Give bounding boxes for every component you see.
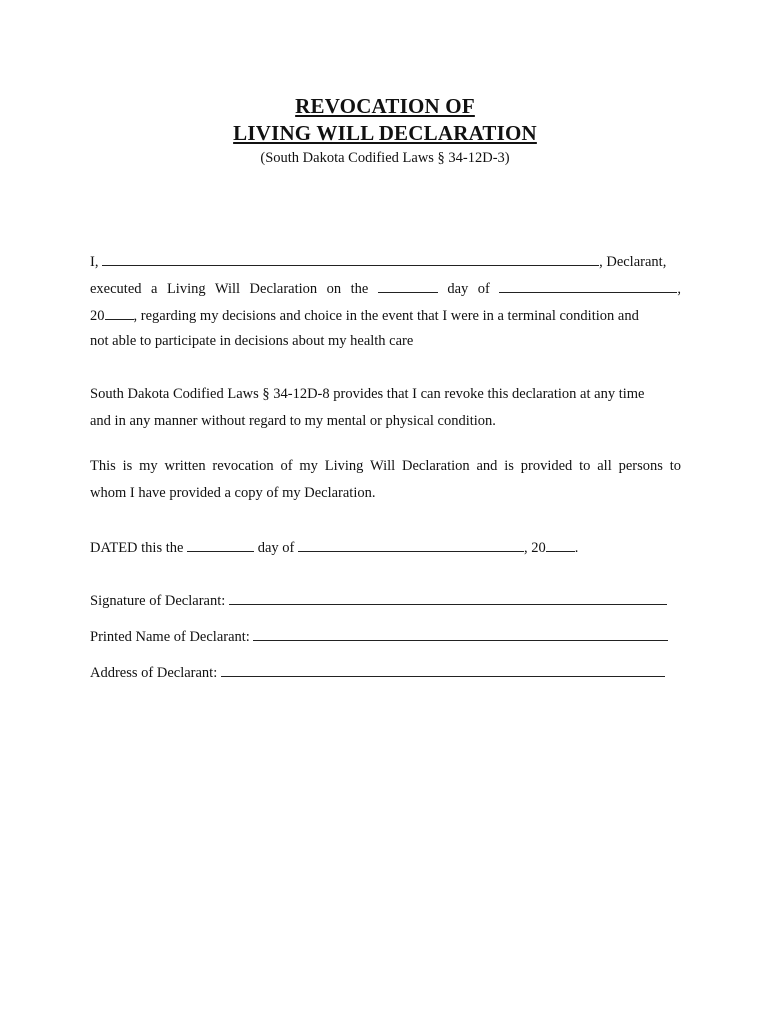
- printed-name-label: Printed Name of Declarant:: [90, 629, 250, 645]
- printed-name-field[interactable]: [253, 627, 668, 641]
- address-field[interactable]: [221, 663, 665, 677]
- year-line-text: , regarding my decisions and choice in the event that I were in a terminal condition and: [133, 308, 639, 324]
- year-line: [90, 306, 681, 325]
- signature-field[interactable]: [229, 591, 667, 605]
- dated-end: .: [574, 540, 579, 556]
- dated-prefix: DATED this the: [90, 540, 184, 556]
- subtitle-citation: (South Dakota Codified Laws § 34-12D-3): [260, 150, 510, 166]
- signature-label: Signature of Declarant:: [90, 593, 226, 609]
- address-line: [90, 663, 681, 682]
- declarant-name-field[interactable]: [102, 252, 599, 266]
- address-label: Address of Declarant:: [90, 665, 218, 681]
- paragraph3-line2: whom I have provided a copy of my Declaration.: [90, 485, 376, 501]
- signature-line: [90, 591, 681, 610]
- executed-day-of-text: day of: [447, 281, 490, 297]
- declarant-suffix: , Declarant,: [599, 254, 667, 270]
- year-prefix: 20: [90, 308, 105, 324]
- dated-line: [90, 538, 681, 557]
- dated-year-prefix: , 20: [523, 540, 546, 556]
- paragraph2-line2: and in any manner without regard to my mental or physical condition.: [90, 413, 496, 429]
- executed-line: [90, 279, 681, 298]
- declarant-prefix: I,: [90, 254, 99, 270]
- paragraph2-line1: South Dakota Codified Laws § 34-12D-8 provides that I can revoke this declaration at any time: [90, 386, 645, 402]
- executed-year-field[interactable]: [105, 306, 134, 320]
- dated-day-of-text: day of: [257, 540, 295, 556]
- executed-day-field[interactable]: [378, 279, 438, 293]
- paragraph3-line1: This is my written revocation of my Living Will Declaration and is provided to all persons to: [90, 458, 681, 474]
- dated-year-field[interactable]: [546, 538, 575, 552]
- executed-comma: ,: [677, 281, 682, 297]
- paragraph1-last-line: not able to participate in decisions about my health care: [90, 333, 414, 349]
- dated-day-field[interactable]: [187, 538, 254, 552]
- title-line-1: REVOCATION OF: [295, 94, 475, 118]
- executed-month-field[interactable]: [499, 279, 677, 293]
- title-line-2: LIVING WILL DECLARATION: [233, 121, 537, 145]
- declarant-line: [90, 252, 681, 271]
- printed-name-line: [90, 627, 681, 646]
- dated-month-field[interactable]: [298, 538, 524, 552]
- executed-text: executed a Living Will Declaration on the: [90, 281, 369, 297]
